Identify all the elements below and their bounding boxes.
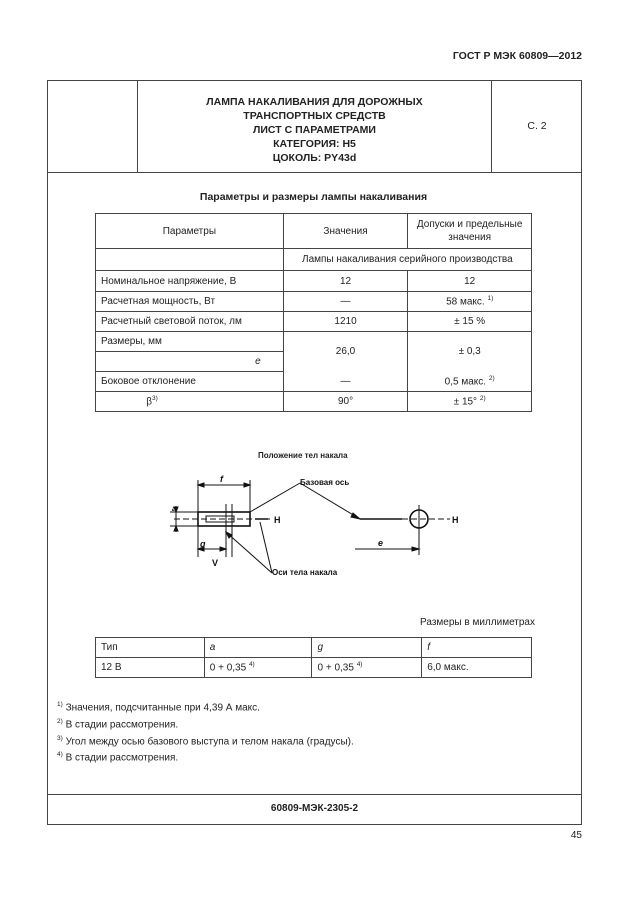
footnote-text: В стадии рассмотрения. bbox=[65, 719, 179, 731]
footnote bbox=[57, 748, 354, 765]
h-label-right: H bbox=[452, 515, 459, 525]
row-tolerance: ± 0,3 bbox=[408, 332, 532, 372]
figure-title: Положение тел накала bbox=[258, 451, 348, 460]
table-row bbox=[96, 292, 532, 312]
footnote-mark: 4) bbox=[57, 751, 63, 759]
cell-g: 0 + 0,35 bbox=[317, 662, 354, 674]
footnote-text: В стадии рассмотрения. bbox=[65, 752, 179, 764]
table-row bbox=[96, 312, 532, 332]
table-subheader-row bbox=[96, 249, 532, 271]
row-value: — bbox=[283, 372, 408, 392]
type-table bbox=[95, 637, 532, 678]
header-divider bbox=[47, 172, 582, 173]
sheet-title bbox=[138, 95, 491, 165]
title-line: ТРАНСПОРТНЫХ СРЕДСТВ bbox=[243, 110, 386, 122]
footnote-ref: 4) bbox=[248, 661, 255, 669]
row-value: 12 bbox=[283, 271, 408, 292]
standard-number: ГОСТ Р МЭК 60809—2012 bbox=[452, 50, 582, 62]
e-label: e bbox=[378, 538, 384, 548]
title-line: ЛИСТ С ПАРАМЕТРАМИ bbox=[253, 124, 376, 136]
row-tolerance: 0,5 макс. bbox=[444, 376, 487, 388]
cell-a: 0 + 0,35 bbox=[209, 662, 247, 674]
title-line: ЦОКОЛЬ: PY43d bbox=[272, 152, 357, 164]
filament-position-figure bbox=[160, 462, 470, 582]
footnote-ref: 1) bbox=[487, 295, 494, 303]
table-row bbox=[96, 372, 532, 392]
footnote-text: Значения, подсчитанные при 4,39 А макс. bbox=[65, 702, 260, 714]
table-header-row bbox=[96, 638, 532, 658]
footnote-mark: 1) bbox=[57, 701, 63, 708]
table-header-row bbox=[96, 214, 532, 249]
row-label: β bbox=[146, 396, 152, 408]
footnote-ref: 3) bbox=[151, 395, 158, 403]
dimensions-note: Размеры в миллиметрах bbox=[420, 617, 535, 628]
f-label: f bbox=[220, 474, 223, 484]
row-value: 90° bbox=[283, 392, 408, 412]
page-number: 45 bbox=[570, 830, 582, 841]
row-value: 1210 bbox=[283, 312, 408, 332]
footer-divider bbox=[47, 794, 582, 795]
row-label: Расчетный световой поток, лм bbox=[96, 312, 284, 332]
footnotes bbox=[57, 698, 354, 765]
row-value: 26,0 bbox=[283, 332, 408, 372]
footnote-text: Угол между осью базового выступа и телом накала (градусы). bbox=[65, 735, 354, 747]
table-row bbox=[96, 271, 532, 292]
table-row bbox=[96, 392, 532, 412]
sheet-number: С. 2 bbox=[527, 120, 547, 132]
col-header-g: g bbox=[312, 638, 422, 658]
row-value: — bbox=[283, 292, 408, 312]
footnote-ref: 2) bbox=[479, 395, 486, 403]
reference-axis-label: Базовая ось bbox=[300, 478, 350, 487]
filament-axes-label: Оси тела накала bbox=[272, 568, 338, 577]
cell-f: 6,0 макс. bbox=[422, 658, 532, 678]
col-header-tolerance: Допуски и предельные значения bbox=[408, 214, 532, 249]
sheet-code: 60809-МЭК-2305-2 bbox=[270, 803, 359, 814]
table-row bbox=[96, 658, 532, 678]
col-header-a: a bbox=[204, 638, 312, 658]
params-table bbox=[95, 213, 532, 412]
footnote bbox=[57, 698, 354, 715]
footnote-ref: 2) bbox=[488, 375, 495, 383]
row-label: Расчетная мощность, Вт bbox=[96, 292, 284, 312]
row-label: e bbox=[96, 352, 284, 372]
row-tolerance: 58 макс. bbox=[446, 296, 485, 308]
row-tolerance: 12 bbox=[408, 271, 532, 292]
g-label: g bbox=[200, 539, 206, 549]
row-tolerance: ± 15° bbox=[453, 396, 478, 408]
params-table-caption: Параметры и размеры лампы накаливания bbox=[199, 191, 428, 203]
footnote bbox=[57, 732, 354, 749]
v-label: V bbox=[212, 558, 219, 568]
footnote-mark: 3) bbox=[57, 734, 63, 742]
subheader-serial: Лампы накаливания серийного производства bbox=[283, 249, 531, 271]
footnote bbox=[57, 715, 354, 732]
col-header-f: f bbox=[422, 638, 532, 658]
title-line: ЛАМПА НАКАЛИВАНИЯ ДЛЯ ДОРОЖНЫХ bbox=[206, 96, 423, 108]
a-label: a bbox=[172, 504, 177, 513]
col-header-type: Тип bbox=[96, 638, 205, 658]
title-line: КАТЕГОРИЯ: Н5 bbox=[273, 138, 356, 150]
row-label: Боковое отклонение bbox=[96, 372, 284, 392]
col-header-values: Значения bbox=[283, 214, 408, 249]
table-row bbox=[96, 332, 532, 352]
col-header-params: Параметры bbox=[96, 214, 284, 249]
footnote-mark: 2) bbox=[57, 717, 63, 725]
row-tolerance: ± 15 % bbox=[408, 312, 532, 332]
cell-type: 12 В bbox=[96, 658, 205, 678]
row-label: Номинальное напряжение, В bbox=[96, 271, 284, 292]
footnote-ref: 4) bbox=[356, 661, 363, 669]
h-label-left: H bbox=[274, 515, 281, 525]
row-label: Размеры, мм bbox=[96, 332, 284, 352]
